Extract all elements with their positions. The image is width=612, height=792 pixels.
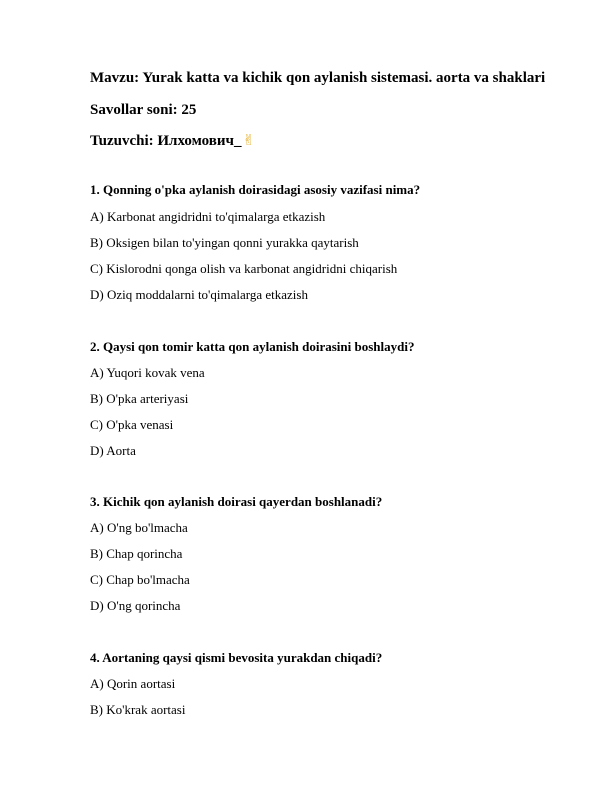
- question-2-option-a: A) Yuqori kovak vena: [90, 365, 205, 380]
- question-4: 4. Aortaning qaysi qismi bevosita yurakdan chiqadi?: [90, 650, 383, 665]
- author-text: Tuzuvchi: Илхомович_: [90, 133, 242, 149]
- question-2-option-b: B) O'pka arteriyasi: [90, 391, 189, 406]
- topic-heading: Mavzu: Yurak katta va kichik qon aylanish sistemasi. aorta va shaklari: [90, 70, 546, 86]
- question-2-option-c: C) O'pka venasi: [90, 417, 174, 432]
- question-1-option-d: D) Oziq moddalarni to'qimalarga etkazish: [90, 287, 308, 302]
- question-3-option-a: A) O'ng bo'lmacha: [90, 520, 188, 535]
- question-1-option-c: C) Kislorodni qonga olish va karbonat angidridni chiqarish: [90, 261, 398, 276]
- author-line: [90, 131, 255, 150]
- question-2-option-d: D) Aorta: [90, 443, 136, 458]
- question-4-option-a: A) Qorin aortasi: [90, 676, 176, 691]
- question-2: 2. Qaysi qon tomir katta qon aylanish doirasini boshlaydi?: [90, 339, 415, 354]
- question-3: 3. Kichik qon aylanish doirasi qayerdan boshlanadi?: [90, 494, 383, 509]
- question-3-option-c: C) Chap bo'lmacha: [90, 572, 190, 587]
- question-3-option-d: D) O'ng qorincha: [90, 598, 181, 613]
- question-1-option-a: A) Karbonat angidridni to'qimalarga etkazish: [90, 209, 326, 224]
- question-count: Savollar soni: 25: [90, 102, 197, 118]
- question-1: 1. Qonning o'pka aylanish doirasidagi asosiy vazifasi nima?: [90, 182, 421, 197]
- question-4-option-b: B) Ko'krak aortasi: [90, 702, 186, 717]
- victory-hand-icon: ✌: [242, 131, 256, 149]
- question-3-option-b: B) Chap qorincha: [90, 546, 183, 561]
- question-1-option-b: B) Oksigen bilan to'yingan qonni yurakka qaytarish: [90, 235, 359, 250]
